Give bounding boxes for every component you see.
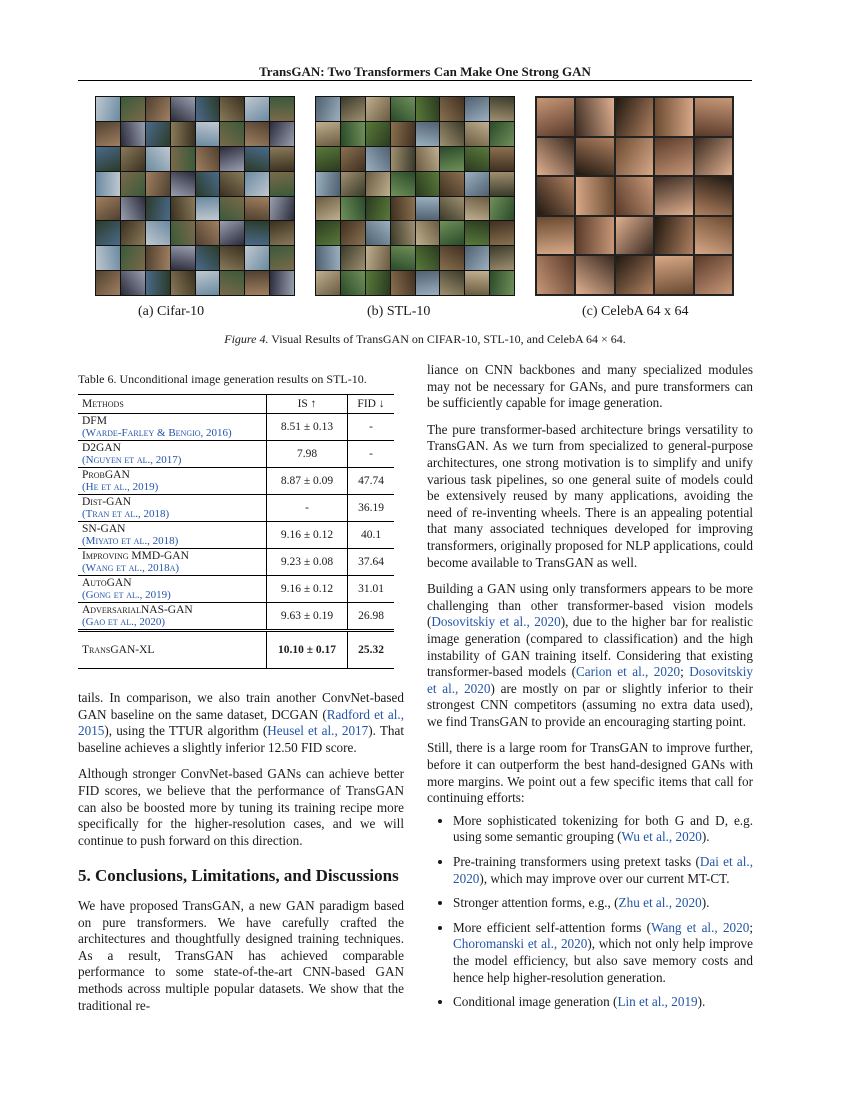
is-value: 9.63 ± 0.19 [267, 603, 348, 631]
method-citation[interactable]: (Gong et al., 2019) [82, 589, 171, 601]
fid-value: 25.32 [348, 631, 395, 669]
method-citation[interactable]: (Tran et al., 2018) [82, 508, 170, 520]
citation-link[interactable]: Lin et al., 2019 [617, 994, 698, 1010]
fid-value: - [348, 441, 395, 468]
citation-link[interactable]: Wu et al., 2020 [621, 829, 702, 845]
subcaption-a: (a) Cifar-10 [138, 304, 205, 319]
left-column [78, 690, 404, 859]
fid-value: 40.1 [348, 522, 395, 549]
citation-link[interactable]: Dosovitskiy et al., 2020 [427, 664, 753, 696]
list-item: • Pre-training transformers using pretext tasks (Dai et al., 2020), which may improve over our current MT-CT. [453, 854, 753, 887]
list-item: • More efficient self-attention forms (Wang et al., 2020; Choromanski et al., 2020), which not only help improve the model efficiency, but also save memory costs and hence help higher-resolution generation. [453, 920, 753, 986]
celeba-samples-image [535, 96, 734, 296]
section-heading: 5. Conclusions, Limitations, and Discussions [78, 866, 399, 885]
header-fid: FID ↓ [348, 395, 395, 414]
fid-value: 26.98 [348, 603, 395, 631]
is-value: 8.51 ± 0.13 [267, 414, 348, 441]
list-item: • Conditional image generation (Lin et al., 2019). [453, 994, 753, 1011]
table-row [78, 603, 394, 631]
method-citation[interactable]: (Miyato et al., 2018) [82, 535, 179, 547]
citation-link[interactable]: Heusel et al., 2017 [267, 723, 369, 739]
fid-value: - [348, 414, 395, 441]
method-citation[interactable]: (Nguyen et al., 2017) [82, 454, 182, 466]
method-name: SN-GAN [82, 523, 126, 535]
citation-link[interactable]: Choromanski et al., 2020 [453, 936, 588, 952]
is-value: 9.16 ± 0.12 [267, 576, 348, 603]
method-name: DFM [82, 415, 107, 427]
future-work-list [427, 813, 753, 1011]
citation-link[interactable]: Dosovitskiy et al., 2020 [431, 614, 561, 630]
method-name: TransGAN-XL [78, 631, 267, 669]
figure-label: Figure 4. [224, 332, 269, 346]
method-name: AdversarialNAS-GAN [82, 604, 193, 616]
results-table [78, 394, 394, 669]
subcaption-c: (c) CelebA 64 x 64 [582, 304, 689, 319]
table-row [78, 549, 394, 576]
method-citation[interactable]: (He et al., 2019) [82, 481, 159, 493]
running-head: TransGAN: Two Transformers Can Make One Strong GAN [259, 64, 591, 79]
list-item: • More sophisticated tokenizing for both G and D, e.g. using some semantic grouping (Wu et al., 2020). [453, 813, 753, 846]
paragraph: Although stronger ConvNet-based GANs can achieve better FID scores, we believe that the performance of TransGAN can also be boosted more by tuning its training recipe more specifically for the higher-resolution cases, and we will continue to push forward on this direction. [78, 766, 404, 848]
list-item: • Stronger attention forms, e.g., (Zhu et al., 2020). [453, 895, 753, 912]
method-name: Improving MMD-GAN [82, 550, 189, 562]
method-citation[interactable]: (Warde-Farley & Bengio, 2016) [82, 427, 232, 439]
paragraph: liance on CNN backbones and many specialized modules may not be necessary for GANs, and pure transformers can be sufficiently capable for image generation. [427, 362, 753, 411]
paragraph: The pure transformer-based architecture brings versatility to TransGAN. As we turn from specialized to general-purpose architectures, one strong motivation is to simplify and unify various task pipelines, so one general suite of models could be extensively reused by many applications, avoiding the need of re-inventing wheels. There is an appealing potential that many associated techniques developed for improving transformers, originally proposed for NLP applications, could become available to TransGAN as well. [427, 421, 753, 570]
subcaption-b: (b) STL-10 [367, 304, 431, 319]
table-caption: Table 6. Unconditional image generation results on STL-10. [78, 372, 367, 386]
header-is: IS ↑ [267, 395, 348, 414]
table-row [78, 441, 394, 468]
citation-link[interactable]: Carion et al., 2020 [576, 664, 681, 680]
right-column [427, 362, 753, 1019]
citation-link[interactable]: Radford et al., 2015 [78, 706, 404, 739]
figure-caption-text: Visual Results of TransGAN on CIFAR-10, STL-10, and CelebA 64 × 64. [271, 332, 626, 346]
paragraph: Building a GAN using only transformers appears to be more challenging than other transformer-based vision models (Dosovitskiy et al., 2020), due to the higher bar for realistic image generation (compared to classification) and the high instability of GAN training itself. Considering that existing transformer-based models (Carion et al., 2020; Dosovitskiy et al., 2020) are mostly on par or slightly inferior to their strongest CNN competitors (assuming no extra data used), we find TransGAN to provide an encouraging starting point. [427, 581, 753, 729]
citation-link[interactable]: Dai et al., 2020 [453, 854, 754, 886]
citation-link[interactable]: Wang et al., 2020 [651, 919, 750, 935]
paragraph: tails. In comparison, we also train another ConvNet-based GAN baseline on the same dataset, DCGAN (Radford et al., 2015), using the TTUR algorithm (Heusel et al., 2017). That baseline achieves a slightly inferior 12.50 FID score. [78, 690, 404, 755]
method-citation[interactable]: (Wang et al., 2018a) [82, 562, 180, 574]
fid-value: 37.64 [348, 549, 395, 576]
is-value: - [267, 495, 348, 522]
cifar10-samples-image [95, 96, 295, 296]
left-column-lower [78, 898, 404, 1024]
header-methods: Methods [78, 395, 267, 414]
is-value: 9.23 ± 0.08 [267, 549, 348, 576]
fid-value: 31.01 [348, 576, 395, 603]
is-value: 10.10 ± 0.17 [267, 631, 348, 669]
method-name: ProbGAN [82, 469, 130, 481]
method-name: AutoGAN [82, 577, 132, 589]
table-row [78, 495, 394, 522]
table-row [78, 414, 394, 441]
citation-link[interactable]: Zhu et al., 2020 [618, 895, 702, 911]
is-value: 8.87 ± 0.09 [267, 468, 348, 495]
header-rule [78, 80, 752, 81]
table-row [78, 468, 394, 495]
table-row [78, 576, 394, 603]
fid-value: 36.19 [348, 495, 395, 522]
method-name: Dist-GAN [82, 496, 132, 508]
paragraph: Still, there is a large room for TransGAN to improve further, before it can outperform the best hand-designed GANs with more margins. We point out a few specific items that call for continuing efforts: [427, 740, 753, 806]
stl10-samples-image [315, 96, 515, 296]
fid-value: 47.74 [348, 468, 395, 495]
paragraph: We have proposed TransGAN, a new GAN paradigm based on pure transformers. We have carefully crafted the architectures and thoughtfully designed training techniques. As a result, TransGAN has achieved comparable performance to some state-of-the-art CNN-based GAN methods across multiple popular datasets. We show that the traditional re- [78, 898, 404, 1013]
method-name: D2GAN [82, 442, 121, 454]
table-row [78, 522, 394, 549]
is-value: 7.98 [267, 441, 348, 468]
figure-caption [0, 332, 850, 347]
method-citation[interactable]: (Gao et al., 2020) [82, 616, 166, 628]
is-value: 9.16 ± 0.12 [267, 522, 348, 549]
table-row-transgan [78, 631, 394, 669]
